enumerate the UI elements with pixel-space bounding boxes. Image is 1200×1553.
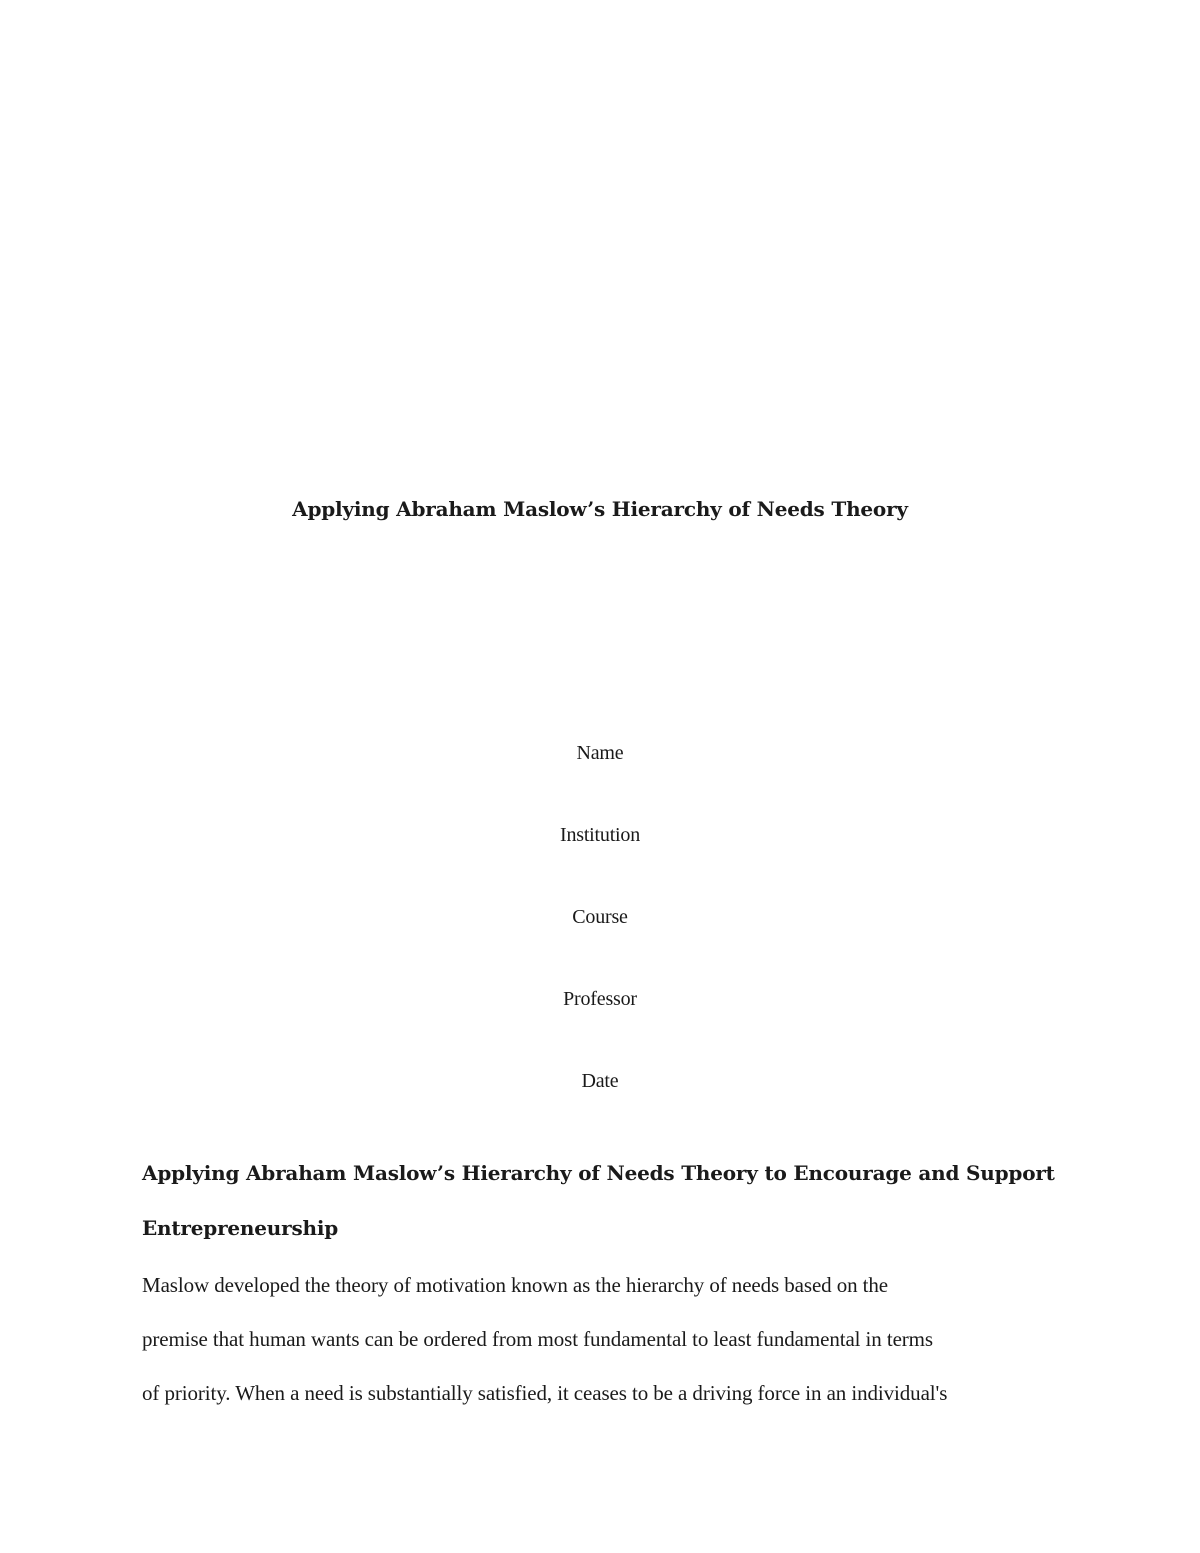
cover-institution: Institution: [559, 824, 641, 846]
document-title: Applying Abraham Maslow’s Hierarchy of Needs Theory: [292, 497, 908, 521]
paragraph-line: of priority. When a need is substantially satisfied, it ceases to be a driving force in an individual's: [142, 1381, 948, 1405]
cover-name: Name: [576, 742, 624, 764]
section-heading: Applying Abraham Maslow’s Hierarchy of Needs Theory to Encourage and Support Entrepreneurship: [142, 1161, 1055, 1240]
paragraph-line: Maslow developed the theory of motivation known as the hierarchy of needs based on the: [142, 1273, 889, 1297]
cover-date: Date: [581, 1070, 619, 1092]
body-paragraph: [142, 1258, 1062, 1420]
cover-professor: Professor: [563, 988, 637, 1010]
paragraph-line: premise that human wants can be ordered from most fundamental to least fundamental in terms: [142, 1327, 933, 1351]
cover-course: Course: [572, 906, 628, 928]
